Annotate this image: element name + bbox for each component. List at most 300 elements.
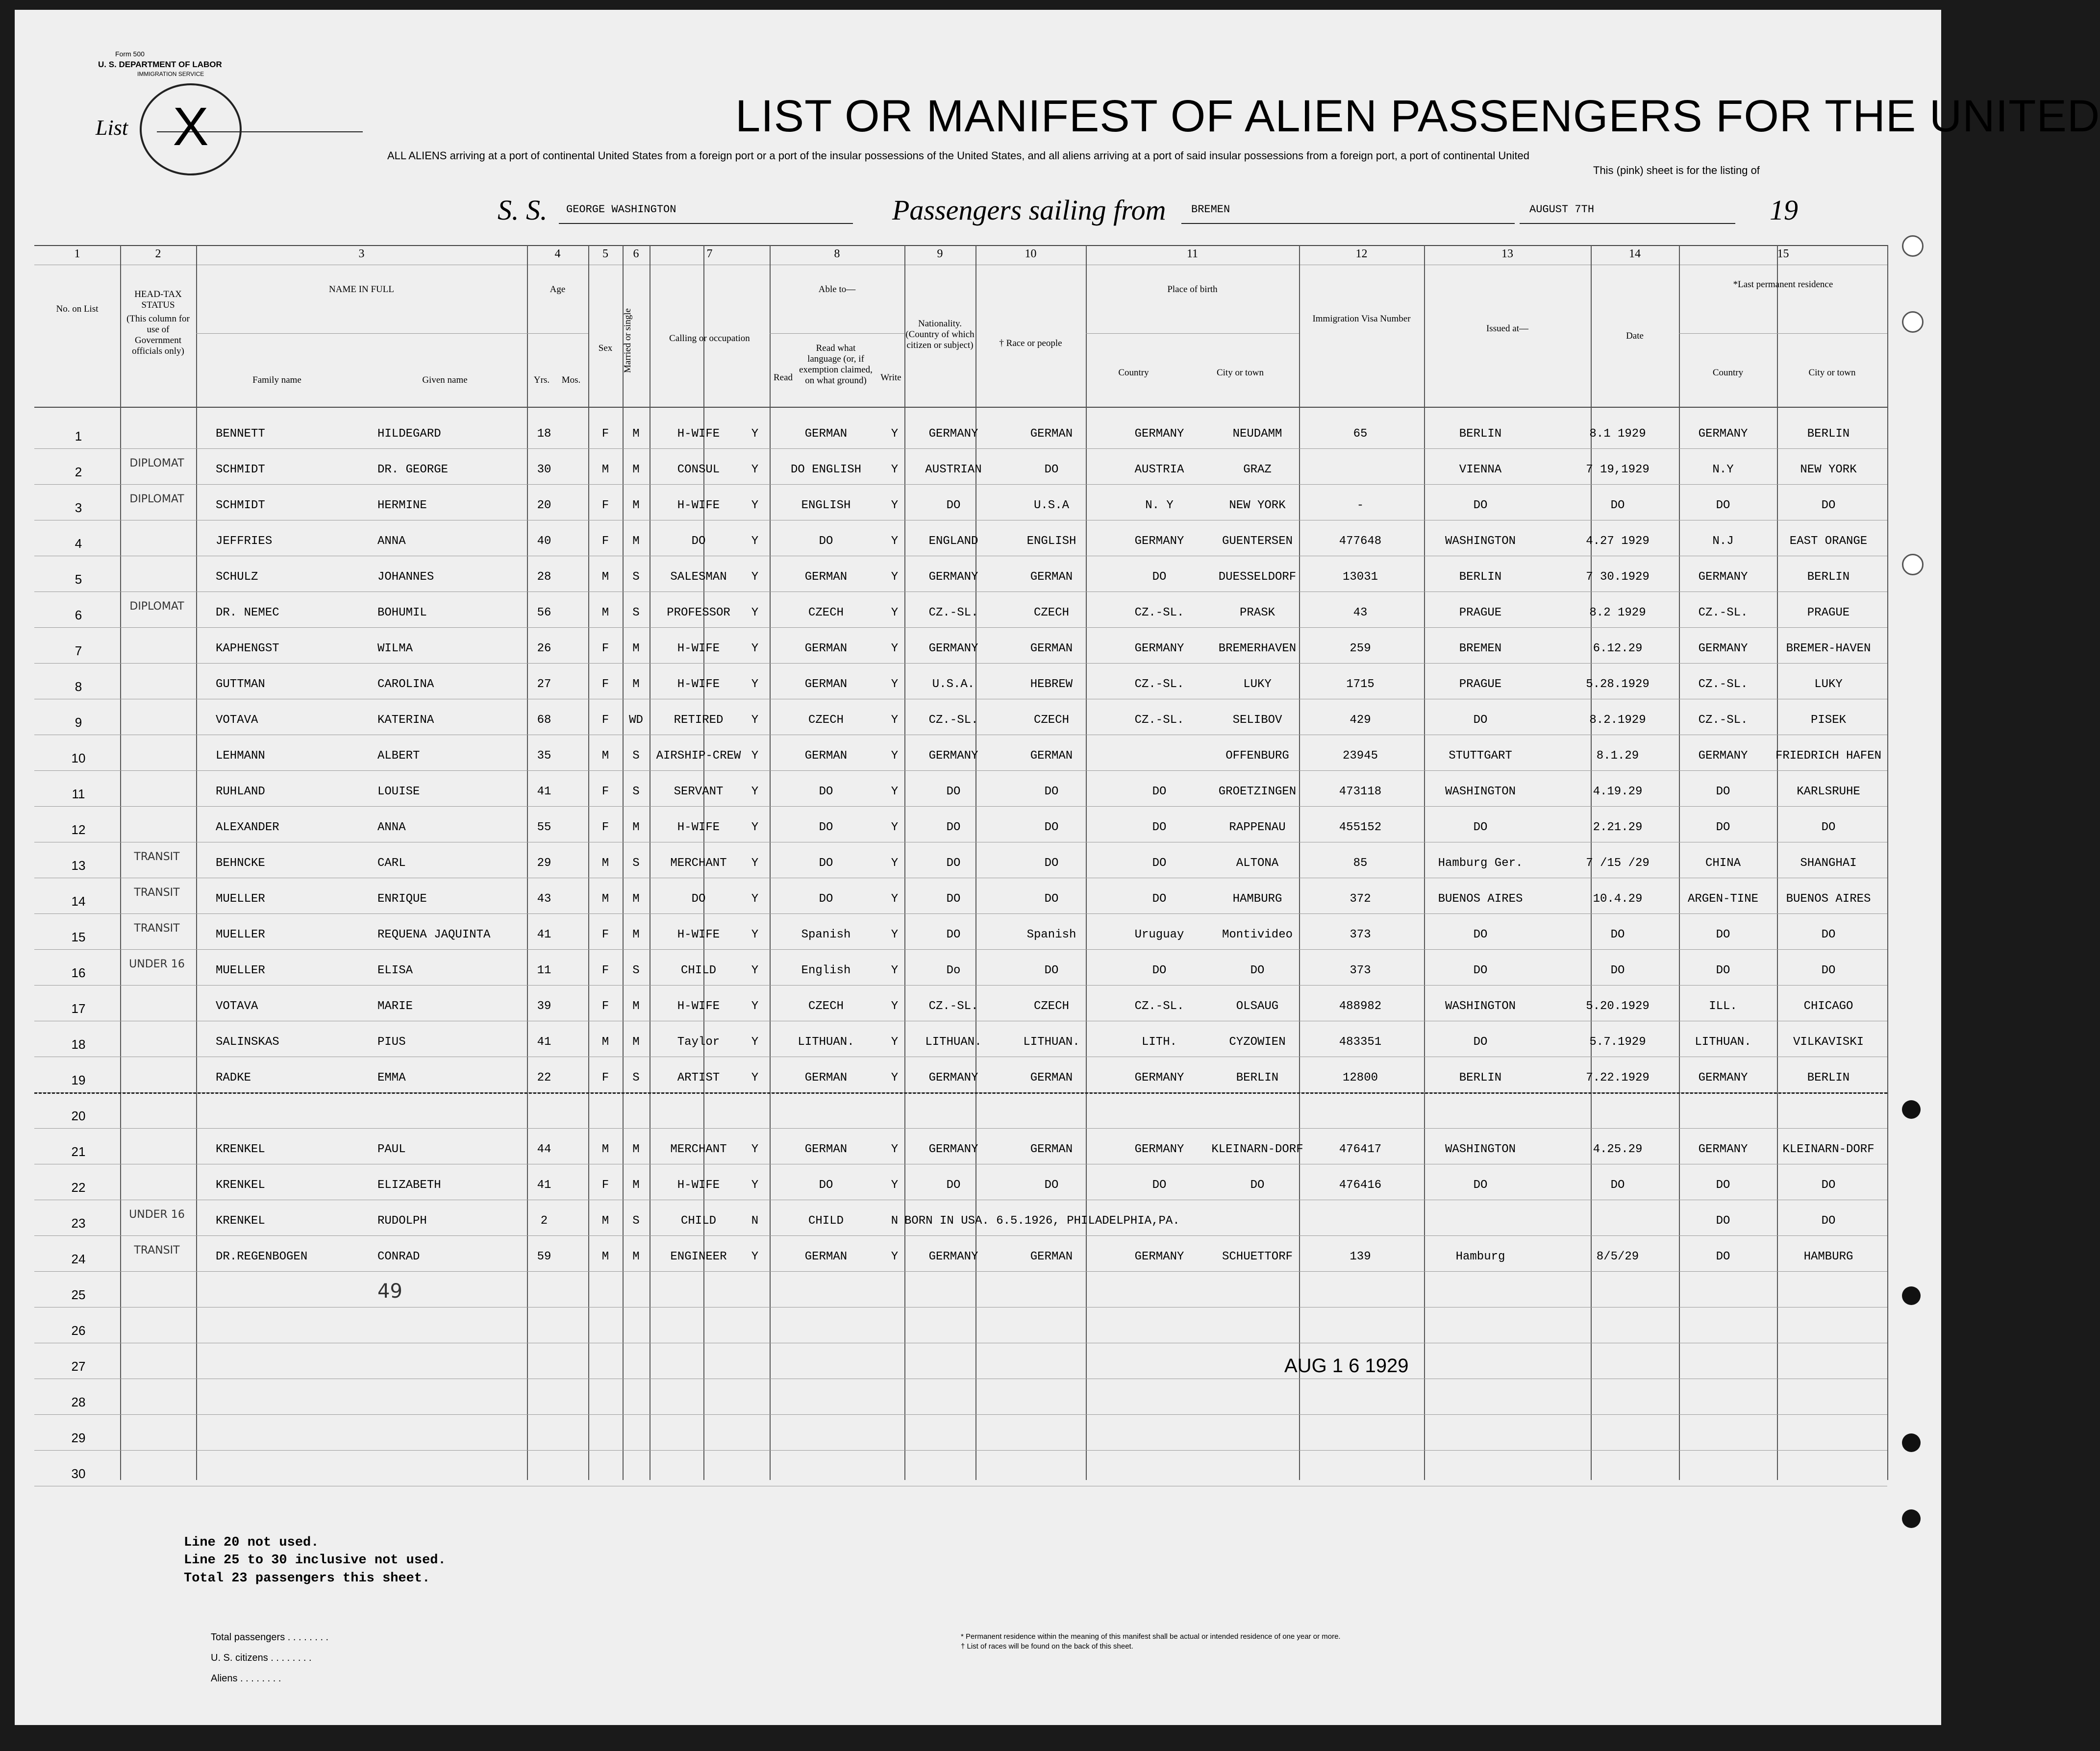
cell-read: Y bbox=[751, 892, 759, 906]
cell-ms: S bbox=[632, 1214, 640, 1228]
cell-race: U.S.A bbox=[1033, 499, 1069, 512]
cell-visa: 476416 bbox=[1339, 1179, 1382, 1192]
cell-tax: UNDER 16 bbox=[129, 1208, 185, 1221]
cell-read: Y bbox=[751, 785, 759, 798]
cell-age: 68 bbox=[537, 714, 551, 727]
header-residence-country: Country bbox=[1712, 368, 1744, 378]
note-lines-25-30: Line 25 to 30 inclusive not used. bbox=[184, 1553, 446, 1568]
header-residence-city: City or town bbox=[1808, 368, 1856, 378]
cell-lang: LITHUAN. bbox=[798, 1036, 854, 1049]
cell-r-country: GERMANY bbox=[1698, 749, 1748, 763]
cell-r-country: CHINA bbox=[1705, 857, 1741, 870]
residence-subheader-line bbox=[1679, 333, 1887, 334]
header-given-name: Given name bbox=[422, 375, 468, 385]
row-number: 27 bbox=[71, 1359, 86, 1374]
list-label: List bbox=[96, 116, 128, 140]
header-able-to: Able to— bbox=[818, 284, 856, 295]
cell-nat: U.S.A. bbox=[932, 678, 975, 691]
cell-sex: M bbox=[601, 606, 609, 619]
punch-hole-icon bbox=[1902, 554, 1924, 575]
note-total-passengers: Total 23 passengers this sheet. bbox=[184, 1571, 430, 1586]
cell-given: WILMA bbox=[377, 642, 413, 655]
cell-issued: WASHINGTON bbox=[1445, 535, 1516, 548]
cell-issued: BERLIN bbox=[1459, 427, 1502, 441]
cell-lang: GERMAN bbox=[804, 427, 848, 441]
cell-age: 41 bbox=[537, 785, 551, 798]
cell-lang: GERMAN bbox=[804, 749, 848, 763]
cell-given: HERMINE bbox=[377, 499, 427, 512]
cell-issued: WASHINGTON bbox=[1445, 1000, 1516, 1013]
cell-age: 35 bbox=[537, 749, 551, 763]
row-number: 15 bbox=[71, 930, 86, 944]
cell-b-country: LITH. bbox=[1141, 1036, 1177, 1049]
cell-sex: M bbox=[601, 749, 609, 763]
cell-r-country: N.J bbox=[1712, 535, 1734, 548]
header-months: Mos. bbox=[561, 375, 581, 385]
cell-given: PIUS bbox=[377, 1036, 406, 1049]
cell-write: Y bbox=[891, 1179, 899, 1192]
cell-given: PAUL bbox=[377, 1143, 406, 1156]
cell-read: Y bbox=[751, 714, 759, 727]
cell-b-country: DO bbox=[1152, 821, 1167, 834]
cell-sex: F bbox=[601, 1179, 609, 1192]
able-subheader-line bbox=[770, 333, 904, 334]
cell-ms: S bbox=[632, 964, 640, 977]
cell-age: 41 bbox=[537, 1036, 551, 1049]
cell-given: RUDOLPH bbox=[377, 1214, 427, 1228]
cell-b-country: GERMANY bbox=[1134, 427, 1184, 441]
cell-family: BEHNCKE bbox=[216, 857, 265, 870]
cell-ms: S bbox=[632, 1071, 640, 1085]
cell-visa: 85 bbox=[1353, 857, 1368, 870]
cell-r-city: HAMBURG bbox=[1803, 1250, 1853, 1263]
cell-nat: ENGLAND bbox=[928, 535, 978, 548]
cell-family: KRENKEL bbox=[216, 1179, 265, 1192]
sheet-notes bbox=[184, 1534, 446, 1587]
cell-occ: SALESMAN bbox=[670, 570, 727, 584]
aliens-label: Aliens . . . . . . . . bbox=[211, 1673, 281, 1684]
cell-sex: F bbox=[601, 928, 609, 941]
cell-r-country: CZ.-SL. bbox=[1698, 714, 1748, 727]
cell-lang: DO bbox=[819, 785, 833, 798]
cell-issued: DO bbox=[1473, 928, 1488, 941]
cell-visa: 13031 bbox=[1342, 570, 1378, 584]
row-number: 12 bbox=[71, 822, 86, 837]
cell-issued: DO bbox=[1473, 964, 1488, 977]
cell-r-city: KLEINARN-DORF bbox=[1782, 1143, 1875, 1156]
row-line bbox=[34, 770, 1887, 771]
row-line bbox=[34, 1271, 1887, 1272]
punch-hole-icon bbox=[1902, 1100, 1921, 1119]
row-number: 21 bbox=[71, 1144, 86, 1159]
cell-b-country: GERMANY bbox=[1134, 642, 1184, 655]
cell-issued: DO bbox=[1473, 714, 1488, 727]
cell-b-country: GERMANY bbox=[1134, 535, 1184, 548]
cell-lang: GERMAN bbox=[804, 1250, 848, 1263]
cell-lang: CHILD bbox=[808, 1214, 844, 1228]
cell-write: Y bbox=[891, 535, 899, 548]
cell-vdate: 4.27 1929 bbox=[1586, 535, 1650, 548]
cell-b-country: DO bbox=[1152, 1179, 1167, 1192]
cell-age: 29 bbox=[537, 857, 551, 870]
column-number-5: 5 bbox=[602, 247, 608, 260]
cell-nat: DO bbox=[946, 785, 961, 798]
cell-occ: H-WIFE bbox=[677, 427, 720, 441]
header-last-residence: *Last permanent residence bbox=[1733, 279, 1833, 290]
cell-write: Y bbox=[891, 1000, 899, 1013]
column-number-15: 15 bbox=[1777, 247, 1789, 260]
cell-family: SALINSKAS bbox=[216, 1036, 279, 1049]
cell-ms: S bbox=[632, 606, 640, 619]
header-birth-country: Country bbox=[1118, 368, 1149, 378]
cell-r-city: SHANGHAI bbox=[1800, 857, 1857, 870]
cell-occ: H-WIFE bbox=[677, 642, 720, 655]
cell-r-country: GERMANY bbox=[1698, 1071, 1748, 1085]
cell-occ: DO bbox=[691, 535, 706, 548]
cell-vdate: 10.4.29 bbox=[1593, 892, 1643, 906]
cell-issued: WASHINGTON bbox=[1445, 1143, 1516, 1156]
cell-race: ENGLISH bbox=[1026, 535, 1076, 548]
row-number: 13 bbox=[71, 858, 86, 873]
cell-visa: 455152 bbox=[1339, 821, 1382, 834]
cell-sex: M bbox=[601, 1036, 609, 1049]
cell-r-city: DO bbox=[1821, 928, 1836, 941]
cell-sex: F bbox=[601, 714, 609, 727]
header-birth-city: City or town bbox=[1216, 368, 1264, 378]
cell-occ: CONSUL bbox=[677, 463, 720, 476]
cell-tax: TRANSIT bbox=[134, 887, 180, 899]
cell-vdate: 7 30.1929 bbox=[1586, 570, 1650, 584]
column-divider bbox=[1887, 245, 1888, 1480]
cell-age: 30 bbox=[537, 463, 551, 476]
column-number-4: 4 bbox=[554, 247, 561, 260]
cell-b-country: DO bbox=[1152, 857, 1167, 870]
cell-b-city: GROETZINGEN bbox=[1218, 785, 1297, 798]
cell-sex: M bbox=[601, 1143, 609, 1156]
cell-read: Y bbox=[751, 1000, 759, 1013]
cell-occ: ENGINEER bbox=[670, 1250, 727, 1263]
cell-b-city: OLSAUG bbox=[1236, 1000, 1279, 1013]
cell-occ: H-WIFE bbox=[677, 678, 720, 691]
row-number: 30 bbox=[71, 1466, 86, 1481]
cell-b-country: AUSTRIA bbox=[1134, 463, 1184, 476]
cell-ms: S bbox=[632, 749, 640, 763]
sailing-label: Passengers sailing from bbox=[892, 194, 1166, 226]
cell-tax: DIPLOMAT bbox=[129, 457, 184, 469]
cell-occ: H-WIFE bbox=[677, 928, 720, 941]
cell-issued: BERLIN bbox=[1459, 570, 1502, 584]
cell-vdate: 5.7.1929 bbox=[1589, 1036, 1646, 1049]
cell-age: 26 bbox=[537, 642, 551, 655]
cell-r-country: DO bbox=[1716, 499, 1730, 512]
totals-block bbox=[211, 1627, 328, 1689]
cell-b-city: NEW YORK bbox=[1229, 499, 1286, 512]
cell-vdate: 5.20.1929 bbox=[1586, 1000, 1650, 1013]
row-number: 17 bbox=[71, 1001, 86, 1016]
cell-b-country: GERMANY bbox=[1134, 1250, 1184, 1263]
cell-given: JOHANNES bbox=[377, 570, 434, 584]
cell-write: Y bbox=[891, 642, 899, 655]
port-underline bbox=[1181, 223, 1515, 224]
cell-write: Y bbox=[891, 714, 899, 727]
cell-visa: 1715 bbox=[1346, 678, 1375, 691]
cell-r-country: DO bbox=[1716, 1214, 1730, 1228]
cell-ms: M bbox=[632, 928, 640, 941]
cell-tax: UNDER 16 bbox=[129, 958, 185, 970]
header-visa-number: Immigration Visa Number bbox=[1312, 314, 1411, 324]
cell-r-city: LUKY bbox=[1814, 678, 1843, 691]
row-number: 24 bbox=[71, 1252, 86, 1266]
cell-age: 43 bbox=[537, 892, 551, 906]
cell-race: DO bbox=[1044, 785, 1059, 798]
column-number-9: 9 bbox=[937, 247, 943, 260]
line-20-cancel-mark bbox=[34, 1092, 1887, 1094]
cell-sex: M bbox=[601, 857, 609, 870]
row-number: 18 bbox=[71, 1037, 86, 1052]
ship-underline bbox=[559, 223, 853, 224]
cell-ms: M bbox=[632, 535, 640, 548]
cell-write: Y bbox=[891, 678, 899, 691]
cell-r-country: DO bbox=[1716, 1250, 1730, 1263]
cell-b-city: RAPPENAU bbox=[1229, 821, 1286, 834]
cell-vdate: 6.12.29 bbox=[1593, 642, 1643, 655]
cell-family: SCHULZ bbox=[216, 570, 258, 584]
cell-read: Y bbox=[751, 821, 759, 834]
header-write: Write bbox=[880, 372, 901, 383]
note-line-20: Line 20 not used. bbox=[184, 1535, 319, 1550]
cell-r-city: DO bbox=[1821, 964, 1836, 977]
punch-hole-icon bbox=[1902, 1286, 1921, 1305]
cell-age: 56 bbox=[537, 606, 551, 619]
cell-nat: DO bbox=[946, 928, 961, 941]
header-occupation: Calling or occupation bbox=[669, 333, 750, 344]
column-number-6: 6 bbox=[633, 247, 639, 260]
cell-nat: CZ.-SL. bbox=[928, 1000, 978, 1013]
cell-r-country: GERMANY bbox=[1698, 570, 1748, 584]
cell-age: 59 bbox=[537, 1250, 551, 1263]
punch-hole-icon bbox=[1902, 235, 1924, 257]
cell-issued: BUENOS AIRES bbox=[1438, 892, 1523, 906]
cell-race: GERMAN bbox=[1030, 570, 1073, 584]
header-read-language: Read what language (or, if exemption claimed, on what ground) bbox=[799, 343, 873, 386]
cell-read: Y bbox=[751, 1143, 759, 1156]
cell-r-city: EAST ORANGE bbox=[1789, 535, 1868, 548]
header-visa-date: Date bbox=[1626, 331, 1644, 341]
cell-given: ANNA bbox=[377, 535, 406, 548]
cell-r-city: DO bbox=[1821, 499, 1836, 512]
row-number: 28 bbox=[71, 1395, 86, 1409]
cell-b-country: N. Y bbox=[1145, 499, 1174, 512]
row-number: 20 bbox=[71, 1109, 86, 1123]
cell-race: GERMAN bbox=[1030, 1071, 1073, 1085]
cell-b-country: DO bbox=[1152, 785, 1167, 798]
cell-lang: GERMAN bbox=[804, 678, 848, 691]
cell-vdate: 7 19,1929 bbox=[1586, 463, 1650, 476]
birth-subheader-line bbox=[1086, 333, 1299, 334]
cell-read: Y bbox=[751, 749, 759, 763]
cell-issued: Hamburg bbox=[1455, 1250, 1505, 1263]
cell-vdate: 8.1.29 bbox=[1596, 749, 1639, 763]
header-head-tax: HEAD-TAX STATUS bbox=[134, 289, 182, 310]
cell-occ: MERCHANT bbox=[670, 857, 727, 870]
header-bottom-border bbox=[34, 407, 1887, 408]
cell-race: GERMAN bbox=[1030, 1143, 1073, 1156]
row-line bbox=[34, 949, 1887, 950]
cell-race: CZECH bbox=[1033, 1000, 1069, 1013]
cell-race: GERMAN bbox=[1030, 749, 1073, 763]
cell-nat: GERMANY bbox=[928, 1071, 978, 1085]
cell-given: EMMA bbox=[377, 1071, 406, 1085]
row-number: 6 bbox=[75, 608, 82, 622]
cell-visa: 476417 bbox=[1339, 1143, 1382, 1156]
cell-family: ALEXANDER bbox=[216, 821, 279, 834]
cell-r-city: NEW YORK bbox=[1800, 463, 1857, 476]
row-number: 22 bbox=[71, 1180, 86, 1195]
cell-b-country: CZ.-SL. bbox=[1134, 714, 1184, 727]
total-passengers-label: Total passengers . . . . . . . . bbox=[211, 1632, 329, 1643]
cell-b-country: GERMANY bbox=[1134, 1143, 1184, 1156]
cell-family: RADKE bbox=[216, 1071, 251, 1085]
cell-given: ELIZABETH bbox=[377, 1179, 441, 1192]
us-citizens-label: U. S. citizens . . . . . . . . bbox=[211, 1652, 312, 1663]
cell-write: Y bbox=[891, 749, 899, 763]
cell-vdate: 5.28.1929 bbox=[1586, 678, 1650, 691]
cell-age: 41 bbox=[537, 928, 551, 941]
row-line bbox=[34, 985, 1887, 986]
cell-vdate: DO bbox=[1610, 928, 1625, 941]
cell-r-country: CZ.-SL. bbox=[1698, 678, 1748, 691]
cell-lang: DO bbox=[819, 535, 833, 548]
cell-occ: SERVANT bbox=[674, 785, 724, 798]
cell-issued: VIENNA bbox=[1459, 463, 1502, 476]
cell-nat: CZ.-SL. bbox=[928, 606, 978, 619]
row-line bbox=[34, 484, 1887, 485]
cell-age: 2 bbox=[540, 1214, 548, 1228]
row-number: 2 bbox=[75, 465, 82, 479]
row-number: 19 bbox=[71, 1073, 86, 1087]
cell-family: DR. NEMEC bbox=[216, 606, 279, 619]
cell-occ: DO bbox=[691, 892, 706, 906]
cell-ms: M bbox=[632, 427, 640, 441]
cell-b-city: DUESSELDORF bbox=[1218, 570, 1297, 584]
cell-ms: M bbox=[632, 1000, 640, 1013]
cell-nat: LITHUAN. bbox=[925, 1036, 982, 1049]
cell-race: DO bbox=[1044, 463, 1059, 476]
column-number-14: 14 bbox=[1629, 247, 1641, 260]
cell-nat: GERMANY bbox=[928, 570, 978, 584]
cell-visa: 373 bbox=[1350, 928, 1371, 941]
table-top-border bbox=[34, 245, 1887, 246]
cell-age: 20 bbox=[537, 499, 551, 512]
cell-write: Y bbox=[891, 1250, 899, 1263]
row-number: 1 bbox=[75, 429, 82, 444]
cell-lang: DO bbox=[819, 821, 833, 834]
cell-vdate: 7.22.1929 bbox=[1586, 1071, 1650, 1085]
cell-sex: M bbox=[601, 892, 609, 906]
cell-read: Y bbox=[751, 463, 759, 476]
cell-vdate: DO bbox=[1610, 1179, 1625, 1192]
cell-read: Y bbox=[751, 857, 759, 870]
cell-race: DO bbox=[1044, 857, 1059, 870]
cell-given: MARIE bbox=[377, 1000, 413, 1013]
cell-b-country: DO bbox=[1152, 892, 1167, 906]
column-number-2: 2 bbox=[155, 247, 161, 260]
cell-visa: 12800 bbox=[1342, 1071, 1378, 1085]
cell-family: SCHMIDT bbox=[216, 499, 265, 512]
header-no-on-list: No. on List bbox=[56, 304, 99, 314]
cell-given: LOUISE bbox=[377, 785, 420, 798]
cell-given: ANNA bbox=[377, 821, 406, 834]
header-head-tax-note: (This column for use of Government officials only) bbox=[126, 314, 190, 356]
ss-label: S. S. bbox=[498, 194, 548, 226]
cell-race: DO bbox=[1044, 1179, 1059, 1192]
cell-r-country: DO bbox=[1716, 928, 1730, 941]
cell-write: Y bbox=[891, 785, 899, 798]
cell-ms: S bbox=[632, 785, 640, 798]
cell-race: CZECH bbox=[1033, 606, 1069, 619]
cell-lang: CZECH bbox=[808, 1000, 844, 1013]
cell-sex: F bbox=[601, 499, 609, 512]
cell-read: Y bbox=[751, 499, 759, 512]
cell-read: Y bbox=[751, 535, 759, 548]
row-line bbox=[34, 1235, 1887, 1236]
row-number: 11 bbox=[72, 787, 85, 801]
cell-read: Y bbox=[751, 606, 759, 619]
cell-read: Y bbox=[751, 642, 759, 655]
cell-occ: CHILD bbox=[680, 1214, 716, 1228]
cell-r-city: BERLIN bbox=[1807, 427, 1850, 441]
cell-ms: M bbox=[632, 892, 640, 906]
punch-hole-icon bbox=[1902, 1433, 1921, 1452]
cell-nat: DO bbox=[946, 892, 961, 906]
row-line bbox=[34, 913, 1887, 914]
cell-write: Y bbox=[891, 1036, 899, 1049]
footnote-races: † List of races will be found on the back of this sheet. bbox=[961, 1642, 1133, 1651]
cell-family: JEFFRIES bbox=[216, 535, 273, 548]
cell-b-city: DO bbox=[1250, 1179, 1265, 1192]
row-number: 14 bbox=[71, 894, 86, 909]
cell-b-city: BERLIN bbox=[1236, 1071, 1279, 1085]
cell-vdate: 8.2.1929 bbox=[1589, 714, 1646, 727]
cell-nat: Do bbox=[946, 964, 961, 977]
header-issued-at: Issued at— bbox=[1486, 323, 1528, 334]
cell-sex: F bbox=[601, 427, 609, 441]
row-number: 23 bbox=[71, 1216, 86, 1231]
header-marital-status: Married or single bbox=[623, 308, 633, 373]
cell-b-city: DO bbox=[1250, 964, 1265, 977]
cell-sex: M bbox=[601, 1250, 609, 1263]
cell-b-country: DO bbox=[1152, 964, 1167, 977]
cell-occ: CHILD bbox=[680, 964, 716, 977]
cell-nat: GERMANY bbox=[928, 749, 978, 763]
service-name: IMMIGRATION SERVICE bbox=[137, 71, 204, 77]
cell-b-city: SCHUETTORF bbox=[1222, 1250, 1293, 1263]
cell-b-country: Uruguay bbox=[1134, 928, 1184, 941]
ship-name: GEORGE WASHINGTON bbox=[566, 203, 676, 216]
cell-race: Spanish bbox=[1026, 928, 1076, 941]
cell-sex: M bbox=[601, 1214, 609, 1228]
cell-visa: 23945 bbox=[1342, 749, 1378, 763]
cell-read: N bbox=[751, 1214, 759, 1228]
cell-family: MUELLER bbox=[216, 964, 265, 977]
cell-sex: F bbox=[601, 535, 609, 548]
cell-read: Y bbox=[751, 570, 759, 584]
cell-b-city: LUKY bbox=[1243, 678, 1272, 691]
cell-sex: F bbox=[601, 1071, 609, 1085]
cell-race: LITHUAN. bbox=[1023, 1036, 1080, 1049]
name-subheader-line bbox=[196, 333, 527, 334]
row-number: 4 bbox=[75, 536, 82, 551]
